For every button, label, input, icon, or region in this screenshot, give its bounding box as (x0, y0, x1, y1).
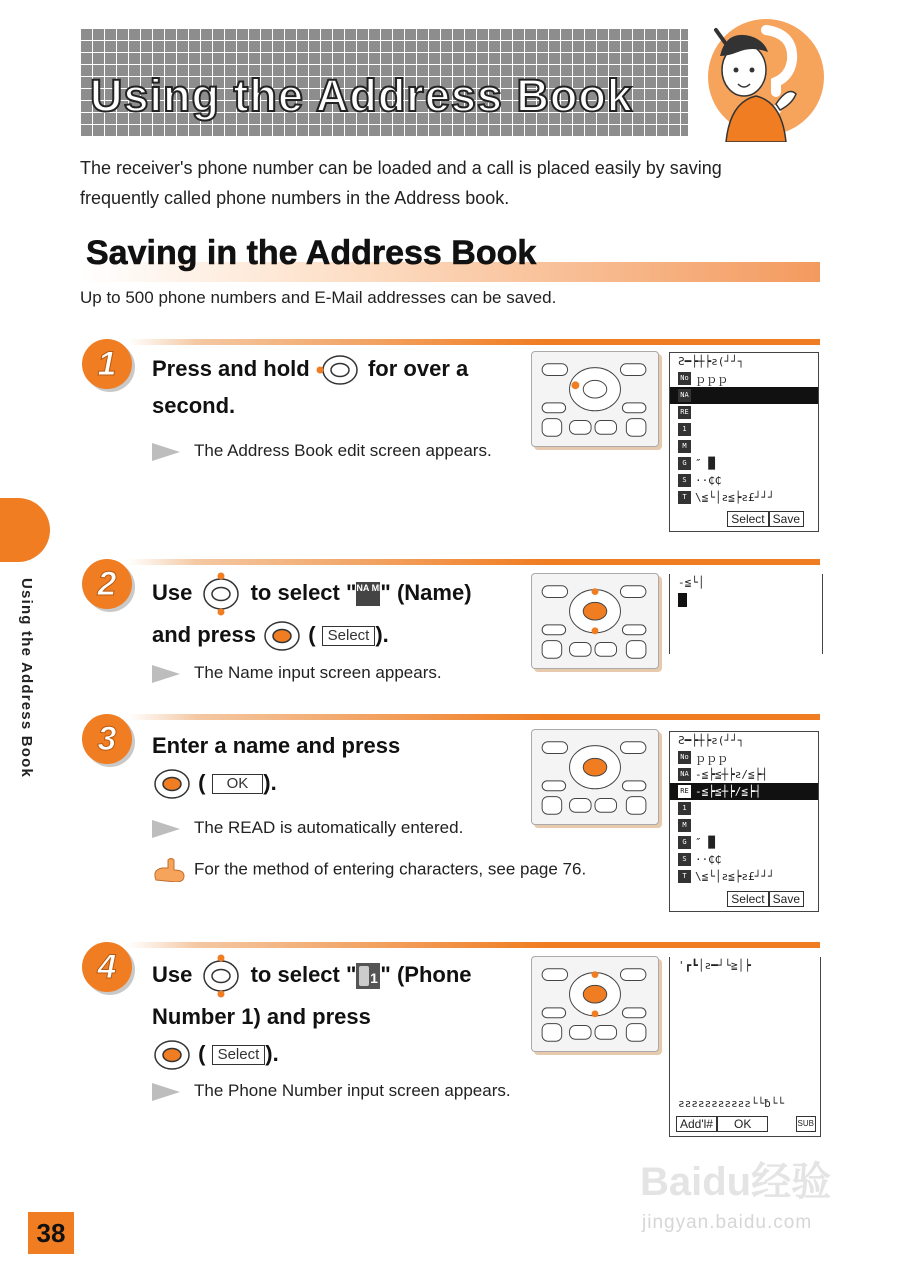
step-4-text-b: to select " (250, 961, 357, 987)
nav-key-updown-icon (198, 572, 244, 616)
watermark-url: jingyan.baidu.com (642, 1212, 813, 1233)
step-3-instruction (152, 727, 532, 801)
text-cursor (678, 593, 687, 607)
select-key-label: Select (322, 626, 376, 646)
keypad-illustration (531, 956, 659, 1052)
step-3-rule (128, 714, 820, 720)
secret-icon: S (678, 474, 691, 487)
keypad-illustration (531, 729, 659, 825)
mail-icon: M (678, 440, 691, 453)
softkey-select[interactable]: Select (727, 891, 768, 907)
step-3-text-a: Enter a name and press (152, 733, 401, 758)
group-icon: G (678, 836, 691, 849)
intro-paragraph: The receiver's phone number can be loaded and a call is placed easily by saving frequently called phone numbers in the Address book. (80, 158, 722, 208)
phone-icon: T (678, 491, 691, 504)
number-icon: No (678, 372, 691, 385)
phone-1-icon: 1 (678, 802, 691, 815)
step-4-text-f: ). (265, 1041, 279, 1066)
step-2-instruction (152, 572, 532, 653)
step-1-number: 1 (82, 339, 132, 389)
arrow-icon (152, 1083, 180, 1101)
ok-key-label: OK (212, 774, 264, 794)
sub-badge: SUB (796, 1116, 816, 1132)
step-2-number: 2 (82, 559, 132, 609)
name-field-icon: NA ME (356, 582, 380, 606)
pointing-hand-icon (152, 858, 186, 882)
mail-icon: M (678, 819, 691, 832)
step-1-text-b: for over a (367, 356, 469, 381)
arrow-icon (152, 665, 180, 683)
step-4-text-c: " (Phone (380, 961, 472, 987)
softkey-select[interactable]: Select (727, 511, 768, 527)
phone-number-1-icon (356, 963, 380, 989)
step-2-text-c: " (Name) (380, 579, 472, 605)
softkey-ok[interactable]: OK (717, 1116, 768, 1132)
page-title: Using the Address Book (90, 70, 633, 121)
step-4-note (152, 1081, 511, 1101)
step-3-tip (152, 858, 586, 882)
arrow-icon (152, 443, 180, 461)
number-icon: No (678, 751, 691, 764)
step-4-text-e: ( (198, 1041, 206, 1066)
mascot-illustration (696, 12, 826, 142)
step-3-tip-text: For the method of entering characters, see page 76. (194, 859, 587, 879)
address-book-edit-screen: Ƨ━┝┼┝ƨ(┘┘┐ No ｐｐｐ NA RE 1 M G ″ █ S ··₵₵ T \≦└│ƨ≦┝ƨ£┘┘┘ Select Save (669, 352, 819, 532)
step-2-note-text: The Name input screen appears. (194, 663, 442, 682)
side-tab (0, 498, 50, 562)
softkey-save[interactable]: Save (769, 891, 804, 907)
step-1-instruction (152, 350, 532, 424)
nav-key-updown-icon (198, 954, 244, 998)
section-subtitle: Up to 500 phone numbers and E-Mail addresses can be saved. (80, 288, 557, 307)
softkey-addl[interactable]: Add'l# (676, 1116, 717, 1132)
name-icon: NA (678, 389, 691, 402)
keypad-illustration (531, 573, 659, 669)
name-icon: NA (678, 768, 691, 781)
read-icon: RE (678, 785, 691, 798)
step-2-text-d: and press (152, 622, 256, 647)
step-4-note-text: The Phone Number input screen appears. (194, 1081, 511, 1100)
step-4-number: 4 (82, 942, 132, 992)
arrow-icon (152, 820, 180, 838)
page-number: 38 (28, 1212, 74, 1254)
step-4-text-d: Number 1) and press (152, 1004, 371, 1029)
selected-row: RE -≦┝≦┼┝/≦┝┤ (670, 783, 818, 800)
secret-icon: S (678, 853, 691, 866)
svg-text:1: 1 (370, 970, 379, 986)
side-tab-label: Using the Address Book (18, 578, 35, 779)
step-2-text-e: ( (308, 622, 316, 647)
step-1-note (152, 441, 492, 461)
step-2-rule (128, 559, 820, 565)
step-1-rule (128, 339, 820, 345)
phone-icon: T (678, 870, 691, 883)
read-icon: RE (678, 406, 691, 419)
step-3-note-text: The READ is automatically entered. (194, 818, 464, 837)
address-book-filled-screen: Ƨ━┝┼┝ƨ(┘┘┐ No ｐｐｐ NA -≦┝≦┼┝ƨ/≦┝┤ RE -≦┝≦┼┝/≦┝┤ 1 M G ″ █ S ··₵₵ T \≦└│ƨ≦┝ƨ£┘┘┘ Select Save (669, 731, 819, 912)
step-2-text-b: to select " (250, 579, 357, 605)
phone-1-icon: 1 (678, 423, 691, 436)
step-1-text-a: Press and hold (152, 356, 310, 381)
step-3-text-c: ). (263, 770, 277, 795)
step-2-text-f: ). (375, 622, 389, 647)
step-3-text-b: ( (198, 770, 206, 795)
watermark-brand: Baidu经验 (640, 1160, 832, 1204)
softkey-save[interactable]: Save (769, 511, 804, 527)
step-4-rule (128, 942, 820, 948)
keypad-illustration (531, 351, 659, 447)
group-icon: G (678, 457, 691, 470)
phone-number-input-screen: '┏┗│ƨ━┘└≧│┝ ƨƨƨƨƨƨƨƨƨƨƨ└└ƀ└└ Add'l# OK SUB (669, 957, 821, 1137)
name-input-screen: -≦└│ (669, 574, 823, 654)
center-key-icon (262, 619, 302, 653)
step-1-text-c: second. (152, 393, 236, 419)
step-2-note (152, 663, 442, 683)
step-4-text-a: Use (152, 961, 193, 987)
nav-key-icon (316, 353, 362, 387)
section-title: Saving in the Address Book (86, 234, 537, 272)
select-key-label: Select (212, 1045, 266, 1065)
step-4-instruction (152, 954, 532, 1072)
step-3-number: 3 (82, 714, 132, 764)
selected-row (670, 387, 818, 404)
center-key-icon (152, 1038, 192, 1072)
step-1-note-text: The Address Book edit screen appears. (194, 441, 492, 460)
step-3-note (152, 818, 463, 838)
step-2-text-a: Use (152, 579, 193, 605)
center-key-icon (152, 767, 192, 801)
